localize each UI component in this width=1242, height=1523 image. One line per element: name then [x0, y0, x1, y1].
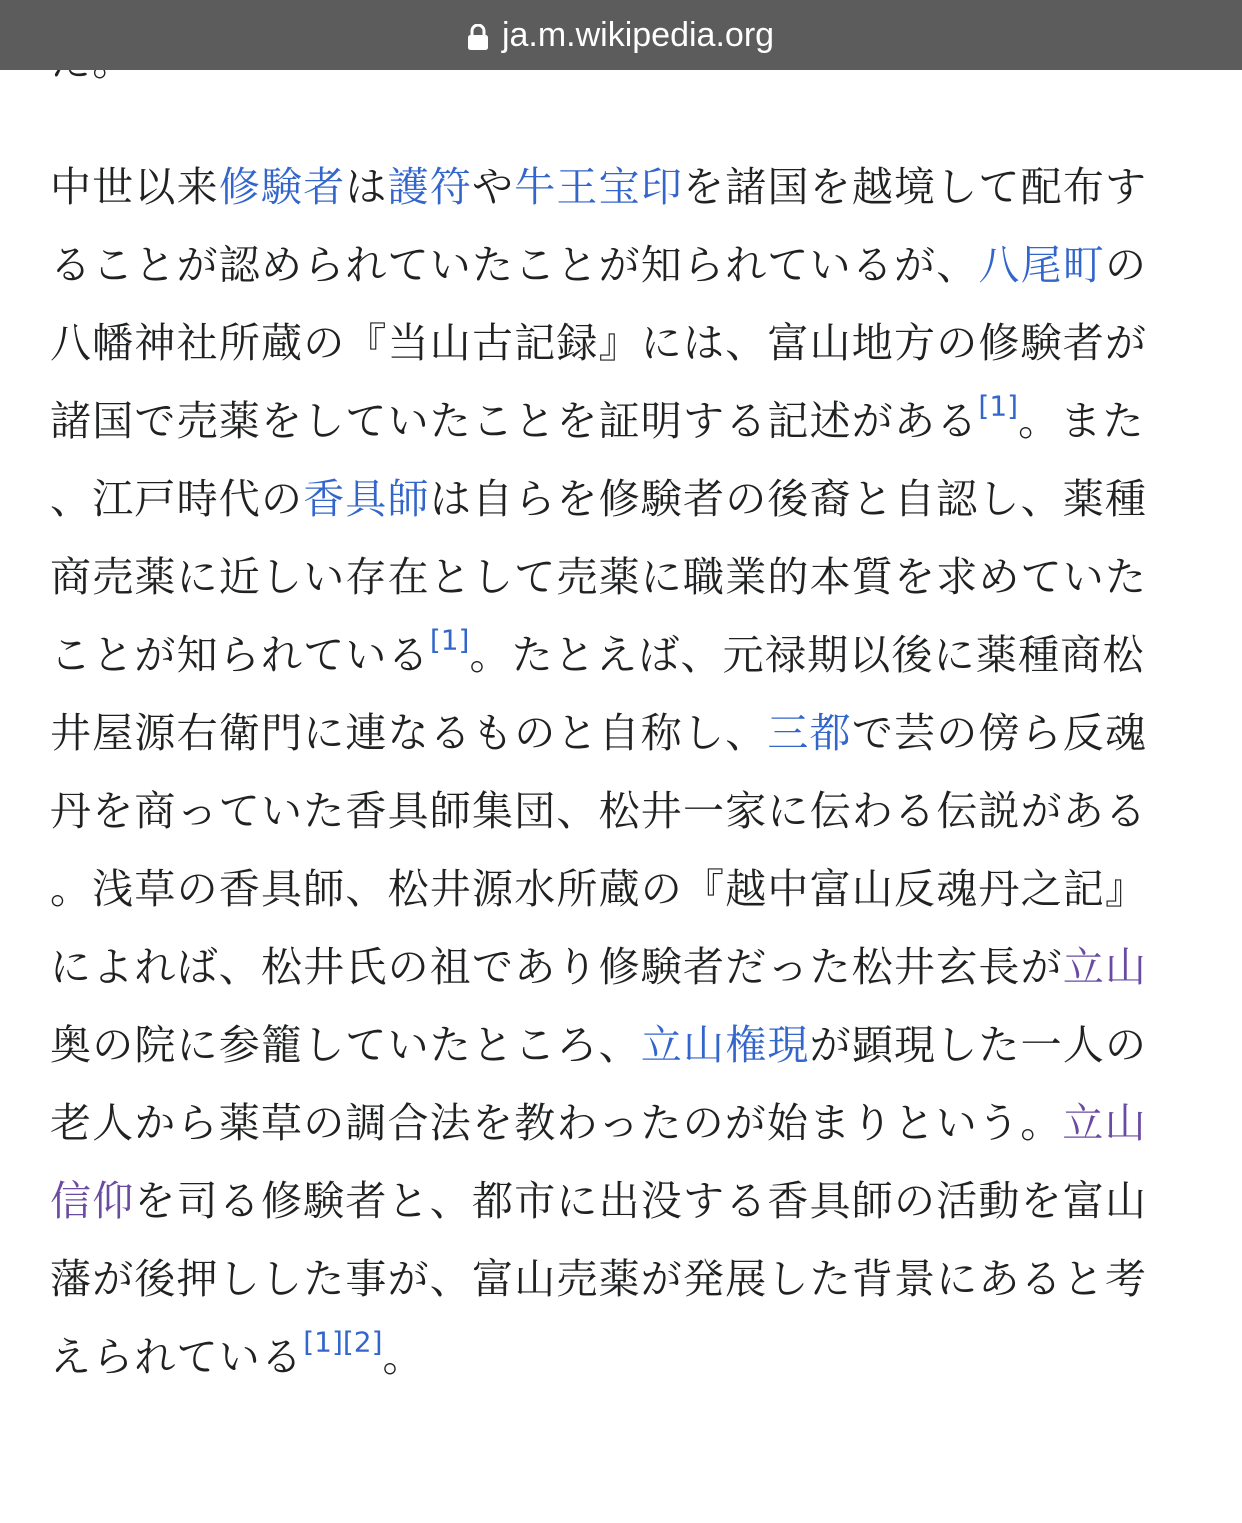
paragraph-text: の八幡神社所蔵の『当山古記録』には、富山地方の修験者が諸国で売薬をしていたことを証明する記述がある: [50, 241, 1148, 445]
link-santo[interactable]: 三都: [767, 709, 852, 757]
paragraph-text: で芸の傍ら反魂丹を商っていた香具師集団、松井一家に伝わる伝説がある。浅草の香具師、松井源水所蔵の『越中富山反魂丹之記』によれば、松井氏の祖であり修験者だった松井玄長が: [50, 709, 1148, 991]
paragraph-text: 。また、江戸時代の: [50, 397, 1145, 523]
link-gofu[interactable]: 護符: [387, 163, 473, 211]
paragraph-text: 中世以来: [50, 163, 219, 211]
link-tateyama[interactable]: 立山: [1062, 943, 1148, 991]
url-domain: ja.m.wikipedia.org: [501, 15, 775, 54]
browser-url-bar[interactable]: [0, 0, 1242, 70]
paragraph-text: 奥の院に参籠していたところ、: [50, 1021, 641, 1069]
paragraph-text: を諸国を越境して配布することが認められていたことが知られているが、: [50, 163, 1148, 289]
link-goo-hoin[interactable]: 牛王宝印: [514, 163, 684, 211]
paragraph-text: を司る修験者と、都市に出没する香具師の活動を富山藩が後押しした事が、富山売薬が発展した背景にあると考えられている: [50, 1177, 1148, 1381]
paragraph-text: は自らを修験者の後裔と自認し、薬種商売薬に近しい存在として売薬に職業的本質を求めていたことが知られている: [50, 475, 1148, 679]
lock-icon: [468, 24, 488, 50]
paragraph-text: 。たとえば、元禄期以後に薬種商松井屋源右衛門に連なるものと自称し、: [50, 631, 1145, 757]
citation-ref-2[interactable]: [2]: [342, 1325, 383, 1359]
citation-ref-1[interactable]: [1]: [303, 1325, 343, 1359]
url-display[interactable]: [0, 0, 1242, 70]
paragraph-text: は: [345, 163, 388, 211]
link-tateyama-gongen[interactable]: 立山権現: [640, 1021, 810, 1069]
article-paragraph: [50, 148, 1180, 1396]
paragraph-text: や: [472, 163, 515, 211]
link-yashi[interactable]: 香具師: [303, 475, 430, 523]
link-yatsuo-machi[interactable]: 八尾町: [978, 241, 1106, 289]
paragraph-text: 。: [382, 1333, 425, 1381]
article-content: [50, 0, 1180, 1523]
link-tateyama-shinko[interactable]: 立山信仰: [50, 1099, 1147, 1225]
citation-ref-1[interactable]: [1]: [429, 623, 470, 657]
paragraph-text: が顕現した一人の老人から薬草の調合法を教わったのが始まりという。: [50, 1021, 1148, 1147]
citation-ref-1[interactable]: [1]: [978, 389, 1019, 423]
link-shugenja[interactable]: 修験者: [218, 163, 346, 211]
